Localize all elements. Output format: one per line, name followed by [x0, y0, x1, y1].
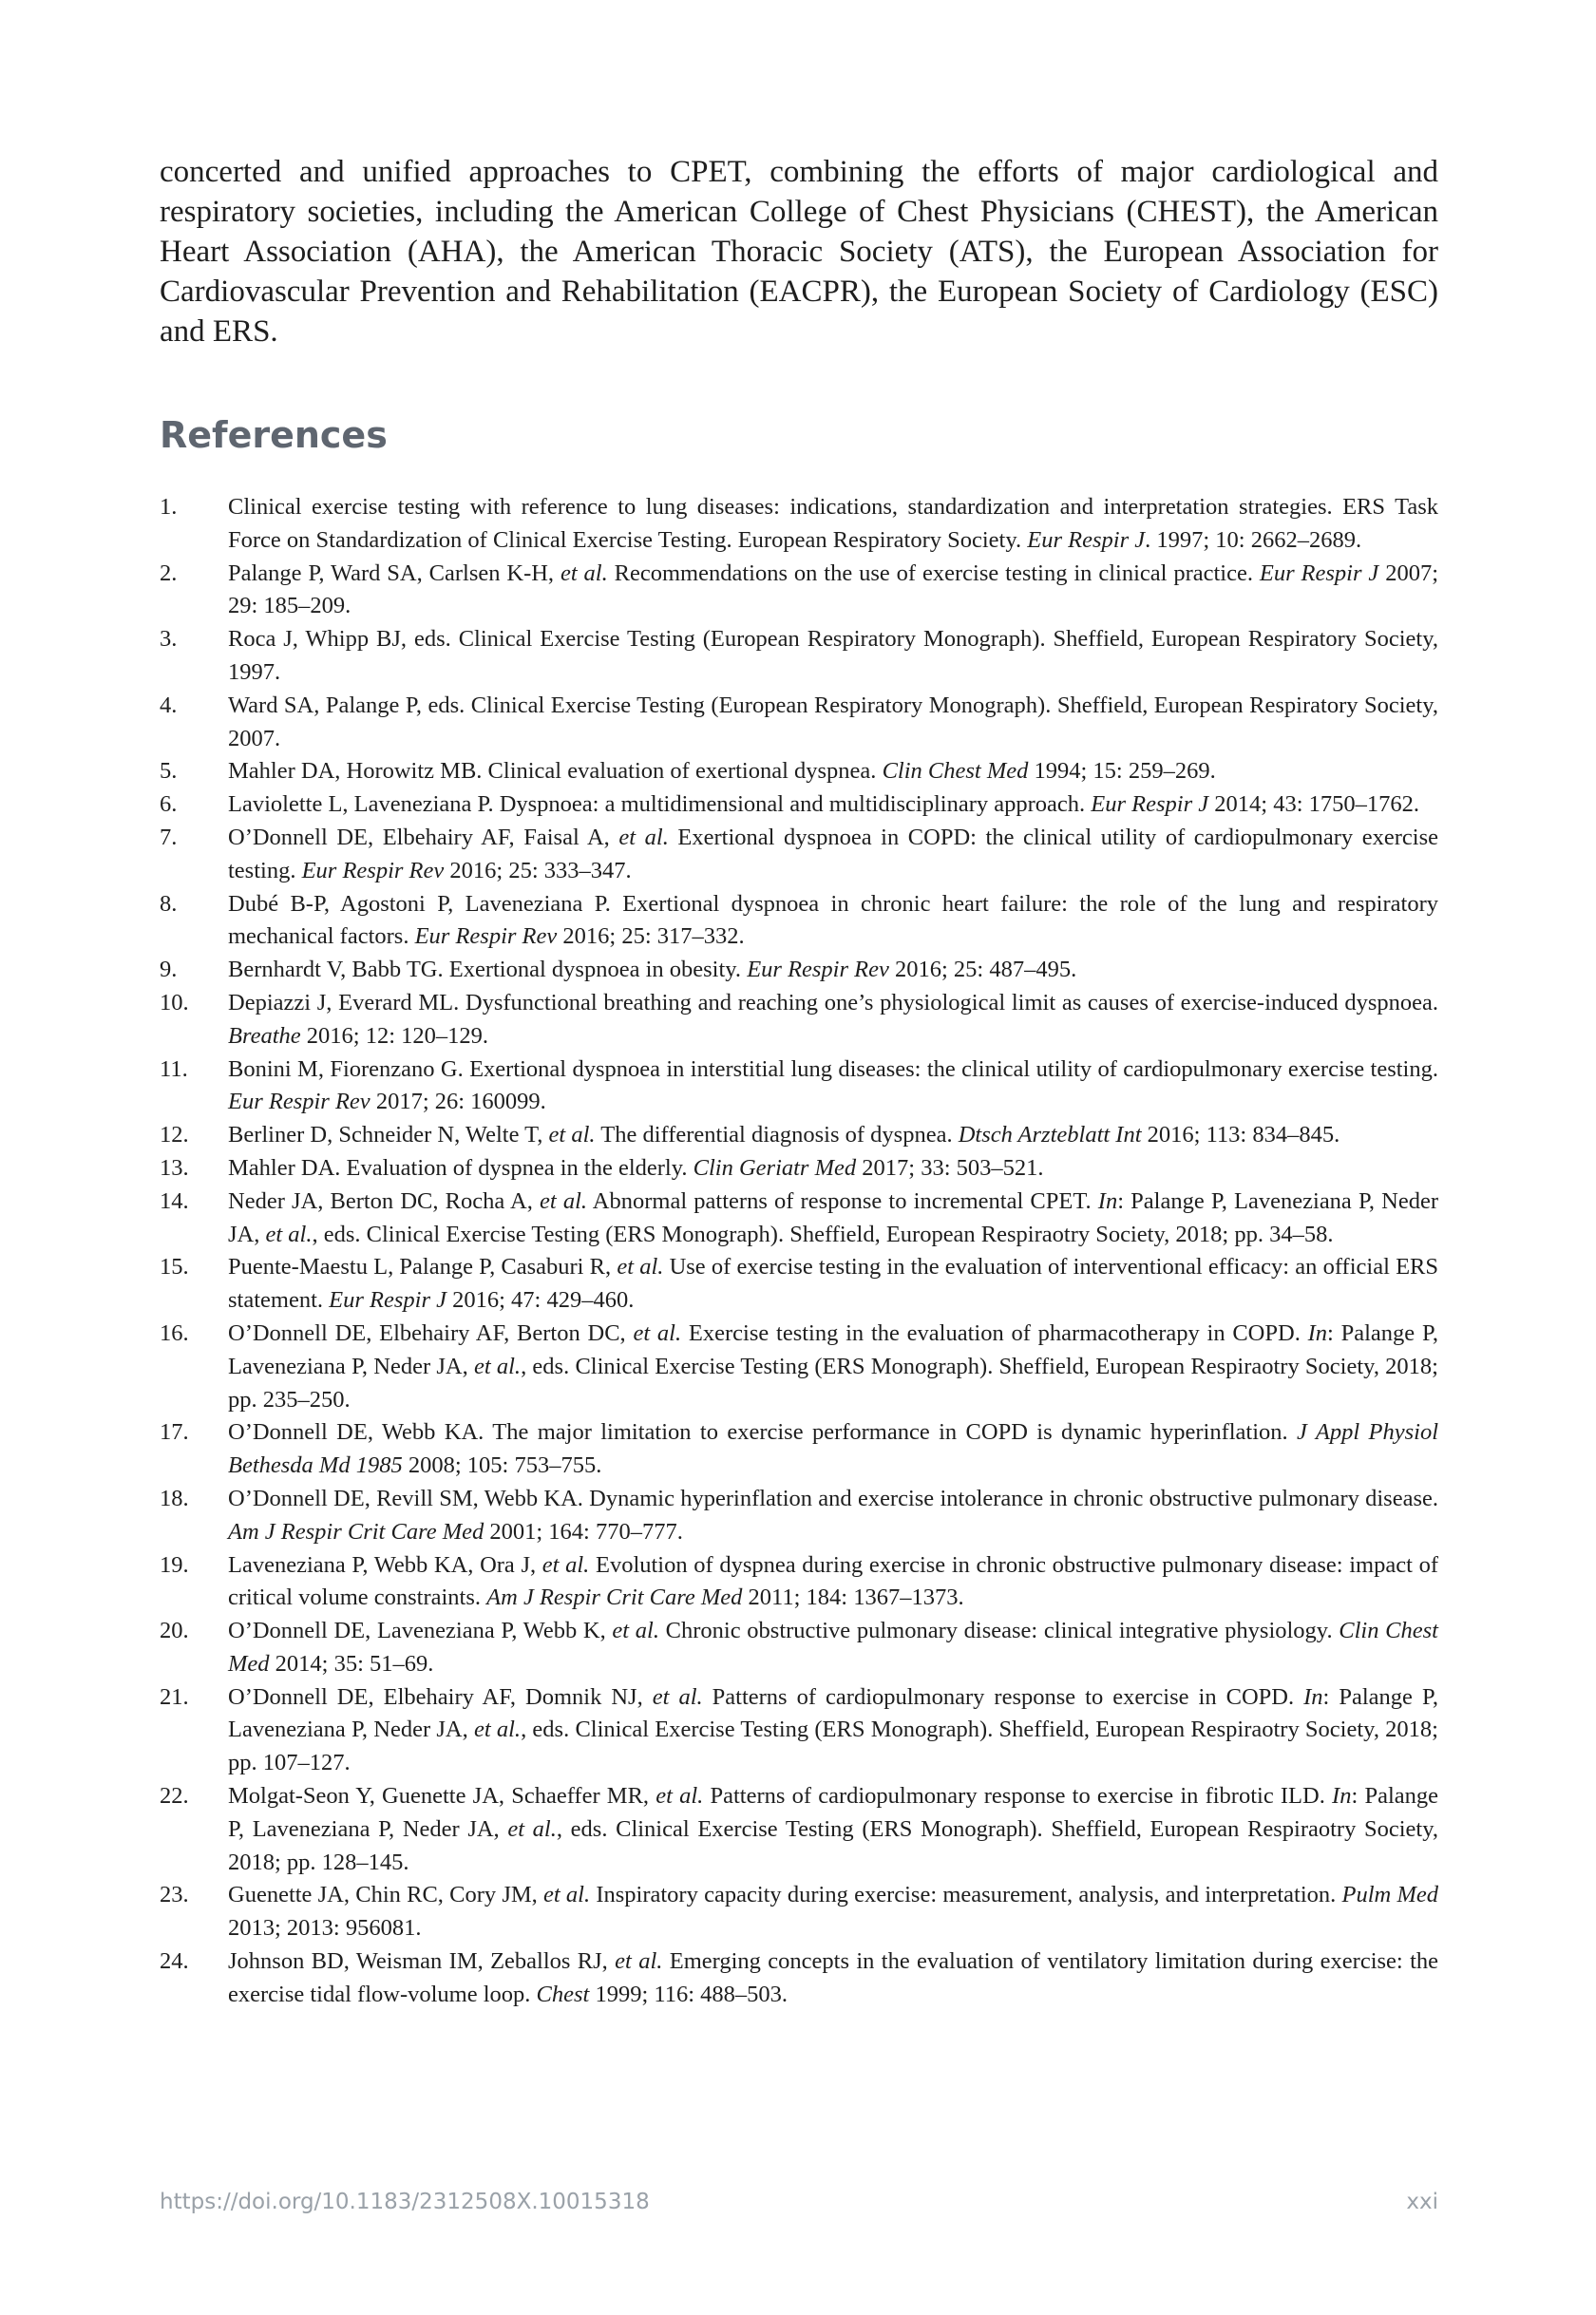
reference-number: 4.: [160, 692, 178, 718]
reference-number: 18.: [160, 1485, 189, 1511]
reference-text: Bernhardt V, Babb TG. Exertional dyspnoea in obesity. Eur Respir Rev 2016; 25: 487–495.: [228, 957, 1077, 983]
reference-item: [160, 888, 1438, 955]
reference-item: [160, 822, 1438, 888]
page-number: xxi: [1406, 2190, 1438, 2214]
reference-text: Mahler DA, Horowitz MB. Clinical evaluation of exertional dyspnea. Clin Chest Med 1994; 15: 259–269.: [228, 758, 1216, 785]
reference-text: Depiazzi J, Everard ML. Dysfunctional breathing and reaching one’s physiological limit as causes of exercise-induced dyspnoea. Breathe 2016; 12: 120–129.: [228, 989, 1438, 1049]
reference-item: [160, 1152, 1438, 1186]
reference-text: Dubé B-P, Agostoni P, Laveneziana P. Exertional dyspnoea in chronic heart failure: the role of the lung and respiratory mechanical factors. Eur Respir Rev 2016; 25: 317–332.: [228, 890, 1438, 950]
reference-number: 2.: [160, 560, 178, 586]
reference-item: [160, 1483, 1438, 1549]
reference-number: 10.: [160, 989, 189, 1015]
reference-item: [160, 1318, 1438, 1416]
reference-item: [160, 1879, 1438, 1945]
reference-text: Laveneziana P, Webb KA, Ora J, et al. Evolution of dyspnea during exercise in chronic obstructive pulmonary disease: impact of critical volume constraints. Am J Respir Crit Care Med 2011; 184: 1367–1373.: [228, 1551, 1438, 1611]
reference-number: 3.: [160, 626, 178, 653]
reference-number: 23.: [160, 1882, 189, 1908]
reference-item: [160, 1053, 1438, 1120]
reference-number: 17.: [160, 1419, 189, 1446]
reference-number: 19.: [160, 1551, 189, 1578]
reference-item: [160, 1549, 1438, 1616]
reference-number: 12.: [160, 1122, 189, 1148]
reference-text: Palange P, Ward SA, Carlsen K-H, et al. Recommendations on the use of exercise testing in clinical practice. Eur Respir J 2007; 29: 185–209.: [228, 560, 1439, 619]
references-heading: References: [160, 414, 388, 456]
page-content: [160, 152, 1438, 2012]
reference-number: 13.: [160, 1154, 189, 1181]
reference-text: Roca J, Whipp BJ, eds. Clinical Exercise Testing (European Respiratory Monograph). Sheffield, European Respiratory Society, 1997.: [228, 626, 1438, 685]
reference-item: [160, 1615, 1438, 1681]
reference-item: [160, 954, 1438, 987]
reference-text: O’Donnell DE, Webb KA. The major limitation to exercise performance in COPD is dynamic hyperinflation. J Appl Physiol Bethesda Md 1985 2008; 105: 753–755.: [228, 1419, 1438, 1479]
reference-item: [160, 1681, 1438, 1780]
reference-number: 20.: [160, 1618, 189, 1644]
reference-item: [160, 1186, 1438, 1252]
reference-text: Bonini M, Fiorenzano G. Exertional dyspnoea in interstitial lung diseases: the clinical utility of cardiopulmonary exercise testing. Eur Respir Rev 2017; 26: 160099.: [228, 1055, 1438, 1115]
reference-number: 21.: [160, 1683, 189, 1710]
reference-number: 5.: [160, 758, 178, 785]
reference-number: 9.: [160, 957, 178, 983]
reference-list: [160, 491, 1438, 2012]
reference-text: Clinical exercise testing with reference to lung diseases: indications, standardization and interpretation strategies. ERS Task Force on Standardization of Clinical Exercise Testing. European Respiratory Society. Eur Respir J. 1997; 10: 2662–2689.: [228, 494, 1438, 553]
reference-item: [160, 1416, 1438, 1483]
reference-item: [160, 690, 1438, 756]
reference-text: O’Donnell DE, Elbehairy AF, Faisal A, et al. Exertional dyspnoea in COPD: the clinical utility of cardiopulmonary exercise testing. Eur Respir Rev 2016; 25: 333–347.: [228, 824, 1438, 883]
intro-paragraph: concerted and unified approaches to CPET, combining the efforts of major cardiological and respiratory societies, including the American College of Chest Physicians (CHEST), the American Heart Association (AHA), the American Thoracic Society (ATS), the European Association for Cardiovascular Prevention and Rehabilitation (EACPR), the European Society of Cardiology (ESC) and ERS.: [160, 155, 1438, 349]
reference-text: O’Donnell DE, Laveneziana P, Webb K, et al. Chronic obstructive pulmonary disease: clinical integrative physiology. Clin Chest Med 2014; 35: 51–69.: [228, 1618, 1438, 1677]
reference-number: 15.: [160, 1254, 189, 1281]
reference-number: 8.: [160, 890, 178, 917]
reference-number: 11.: [160, 1055, 188, 1082]
reference-number: 1.: [160, 494, 178, 520]
page-footer: [160, 2190, 1438, 2214]
reference-item: [160, 755, 1438, 788]
reference-text: Puente-Maestu L, Palange P, Casaburi R, et al. Use of exercise testing in the evaluation of interventional efficacy: an official ERS statement. Eur Respir J 2016; 47: 429–460.: [228, 1254, 1438, 1314]
doi-link[interactable]: https://doi.org/10.1183/2312508X.10015318: [160, 2190, 650, 2214]
reference-number: 14.: [160, 1187, 189, 1214]
reference-item: [160, 491, 1438, 558]
reference-item: [160, 987, 1438, 1053]
reference-number: 7.: [160, 824, 178, 850]
reference-item: [160, 1780, 1438, 1879]
reference-text: O’Donnell DE, Elbehairy AF, Berton DC, et al. Exercise testing in the evaluation of pharmacotherapy in COPD. In: Palange P, Laveneziana P, Neder JA, et al., eds. Clinical Exercise Testing (ERS Monograph). Sheffield, European Respiraotry Society, 2018; pp. 235–250.: [228, 1319, 1438, 1413]
reference-number: 6.: [160, 791, 178, 818]
reference-text: Johnson BD, Weisman IM, Zeballos RJ, et al. Emerging concepts in the evaluation of ventilatory limitation during exercise: the exercise tidal flow-volume loop. Chest 1999; 116: 488–503.: [228, 1948, 1439, 2007]
reference-text: Guenette JA, Chin RC, Cory JM, et al. Inspiratory capacity during exercise: measurement, analysis, and interpretation. Pulm Med 2013; 2013: 956081.: [228, 1882, 1439, 1942]
reference-text: O’Donnell DE, Revill SM, Webb KA. Dynamic hyperinflation and exercise intolerance in chronic obstructive pulmonary disease. Am J Respir Crit Care Med 2001; 164: 770–777.: [228, 1485, 1438, 1545]
reference-item: [160, 1119, 1438, 1152]
reference-item: [160, 1945, 1438, 2012]
reference-number: 16.: [160, 1319, 189, 1346]
reference-text: Molgat-Seon Y, Guenette JA, Schaeffer MR, et al. Patterns of cardiopulmonary response to exercise in fibrotic ILD. In: Palange P, Laveneziana P, Neder JA, et al., eds. Clinical Exercise Testing (ERS Monograph). Sheffield, European Respiraotry Society, 2018; pp. 128–145.: [228, 1783, 1439, 1875]
reference-text: Ward SA, Palange P, eds. Clinical Exercise Testing (European Respiratory Monograph). Sheffield, European Respiratory Society, 2007.: [228, 692, 1438, 751]
reference-item: [160, 788, 1438, 822]
reference-text: Mahler DA. Evaluation of dyspnea in the elderly. Clin Geriatr Med 2017; 33: 503–521.: [228, 1154, 1044, 1181]
reference-item: [160, 623, 1438, 690]
reference-text: O’Donnell DE, Elbehairy AF, Domnik NJ, et al. Patterns of cardiopulmonary response to exercise in COPD. In: Palange P, Laveneziana P, Neder JA, et al., eds. Clinical Exercise Testing (ERS Monograph). Sheffield, European Respiraotry Society, 2018; pp. 107–127.: [228, 1683, 1438, 1776]
reference-number: 22.: [160, 1783, 189, 1810]
reference-item: [160, 558, 1438, 624]
reference-item: [160, 1251, 1438, 1318]
reference-number: 24.: [160, 1948, 189, 1975]
reference-text: Neder JA, Berton DC, Rocha A, et al. Abnormal patterns of response to incremental CPET. In: Palange P, Laveneziana P, Neder JA, et al., eds. Clinical Exercise Testing (ERS Monograph). Sheffield, European Respiraotry Society, 2018; pp. 34–58.: [228, 1187, 1438, 1247]
reference-text: Berliner D, Schneider N, Welte T, et al. The differential diagnosis of dyspnea. Dtsch Arzteblatt Int 2016; 113: 834–845.: [228, 1122, 1340, 1148]
reference-text: Laviolette L, Laveneziana P. Dyspnoea: a multidimensional and multidisciplinary approach. Eur Respir J 2014; 43: 1750–1762.: [228, 791, 1420, 818]
